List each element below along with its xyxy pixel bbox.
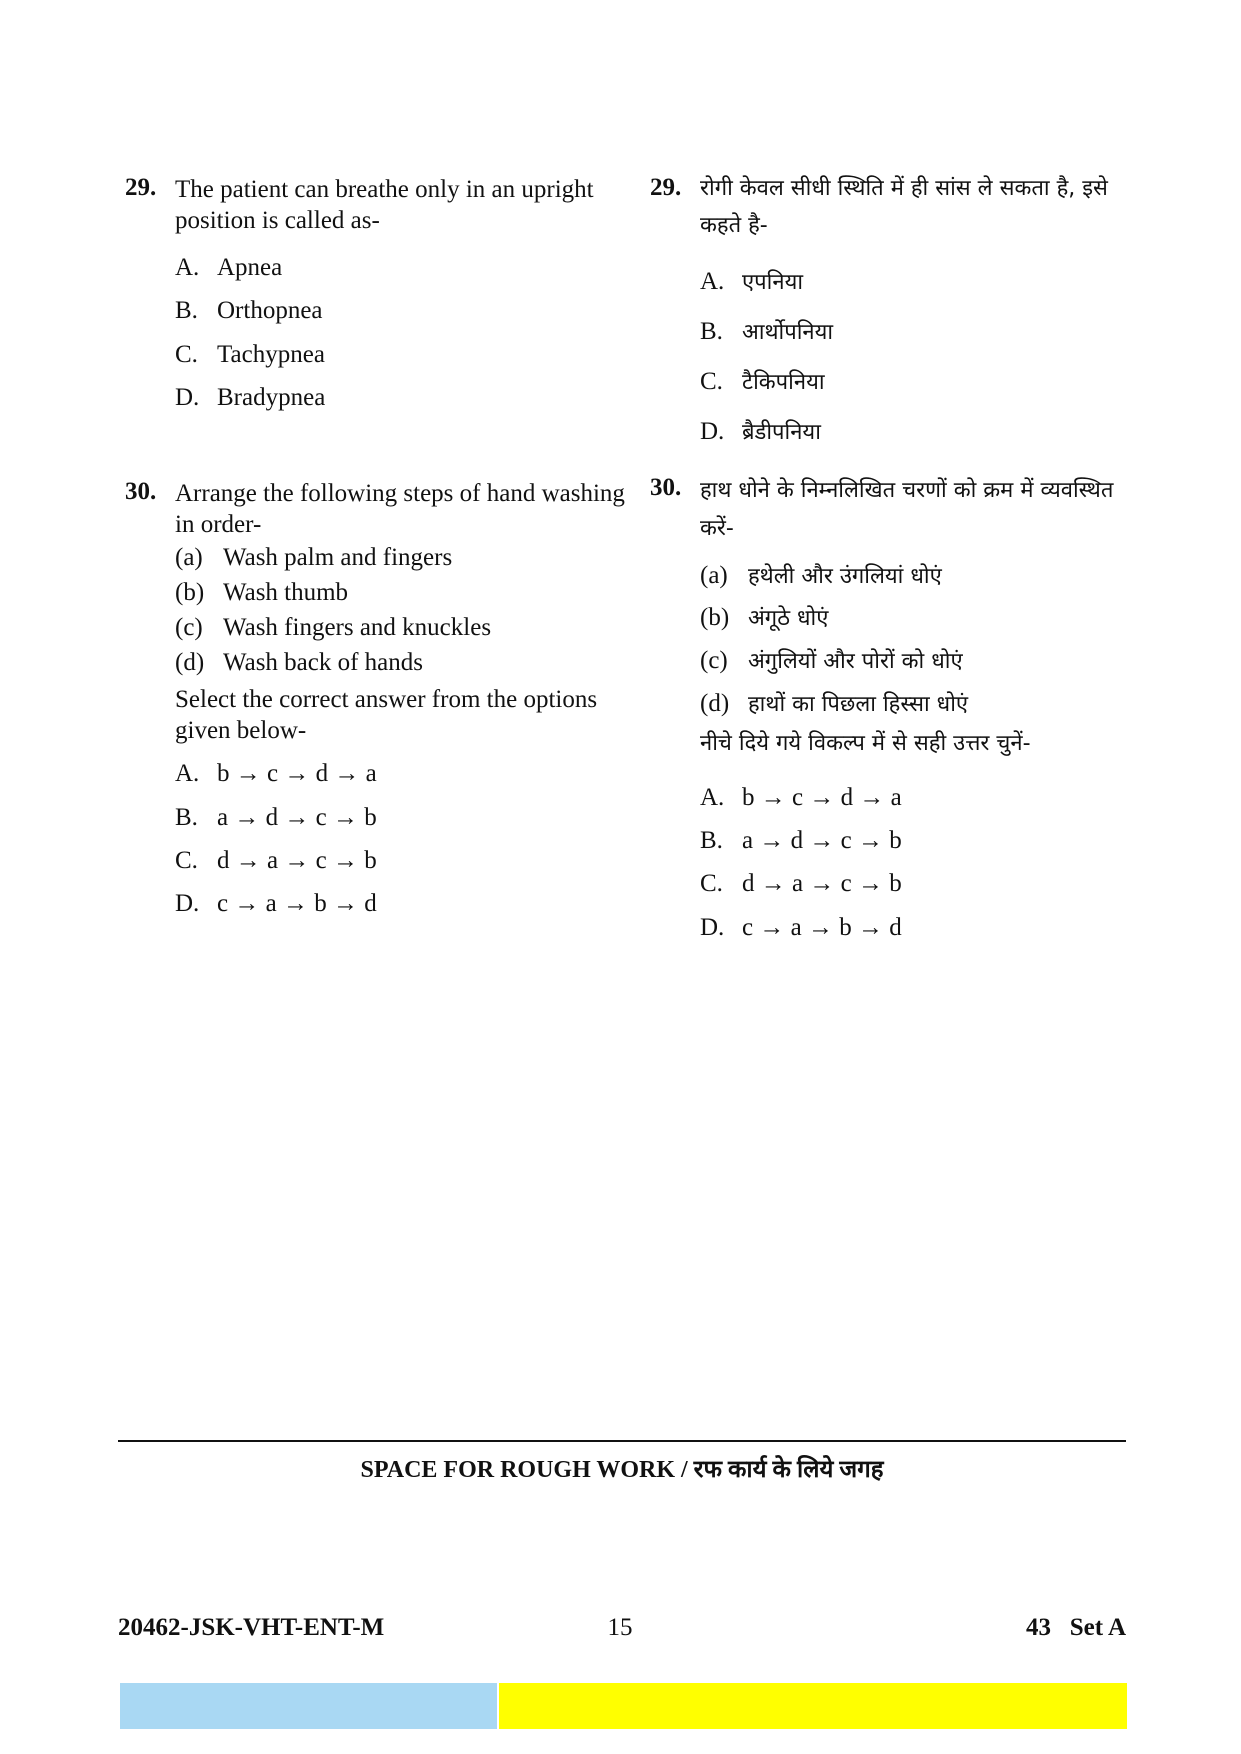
option-a: A. b → c → d → a — [175, 760, 377, 787]
question-number: 30. — [650, 474, 682, 501]
question-stem: रोगी केवल सीधी स्थिति में ही सांस ले सकता है, इसे कहते है- — [700, 176, 1108, 238]
option-d: D. Bradypnea — [175, 384, 326, 411]
option-d: D. c → a → b → d — [700, 914, 902, 941]
rough-work-divider — [118, 1440, 1126, 1442]
step-c: (c) Wash fingers and knuckles — [175, 614, 492, 641]
option-a: A. एपनिया — [700, 268, 804, 295]
footer-color-bar-yellow — [499, 1683, 1127, 1729]
question-number: 29. — [125, 174, 157, 201]
step-d: (d) हाथों का पिछला हिस्सा धोएं — [700, 690, 969, 717]
option-a: A. Apnea — [175, 254, 283, 281]
option-c: C. Tachypnea — [175, 341, 325, 368]
step-d: (d) Wash back of hands — [175, 649, 424, 676]
question-stem: The patient can breathe only in an upright position is called as- — [175, 176, 594, 234]
set-label: 43 Set A — [1026, 1614, 1126, 1641]
option-a: A. b → c → d → a — [700, 784, 902, 811]
option-b: B. a → d → c → b — [175, 804, 377, 831]
option-b: B. आर्थोपनिया — [700, 318, 834, 345]
option-c: C. टैकिपनिया — [700, 368, 825, 395]
option-c: C. d → a → c → b — [700, 870, 902, 897]
option-b: B. a → d → c → b — [700, 827, 902, 854]
paper-code: 20462-JSK-VHT-ENT-M — [118, 1614, 385, 1641]
instruction: Select the correct answer from the options given below- — [175, 686, 598, 744]
option-c: C. d → a → c → b — [175, 847, 377, 874]
step-a: (a) Wash palm and fingers — [175, 544, 453, 571]
step-b: (b) अंगूठे धोएं — [700, 604, 829, 631]
step-c: (c) अंगुलियों और पोरों को धोएं — [700, 647, 963, 674]
option-d: D. c → a → b → d — [175, 890, 377, 917]
option-d: D. ब्रैडीपनिया — [700, 418, 821, 445]
question-number: 30. — [125, 478, 157, 505]
step-a: (a) हथेली और उंगलियां धोएं — [700, 562, 942, 589]
question-stem: Arrange the following steps of hand washing in order- — [175, 480, 625, 538]
step-b: (b) Wash thumb — [175, 579, 349, 606]
question-stem: हाथ धोने के निम्नलिखित चरणों को क्रम में व्यवस्थित करें- — [700, 478, 1114, 541]
question-number: 29. — [650, 174, 682, 201]
footer-color-bar-blue — [120, 1683, 497, 1729]
instruction: नीचे दिये गये विकल्प में से सही उत्तर चुनें- — [700, 731, 1031, 756]
option-b: B. Orthopnea — [175, 297, 323, 324]
page-number: 15 — [607, 1614, 633, 1641]
rough-work-label: SPACE FOR ROUGH WORK / रफ कार्य के लिये जगह — [360, 1457, 884, 1483]
